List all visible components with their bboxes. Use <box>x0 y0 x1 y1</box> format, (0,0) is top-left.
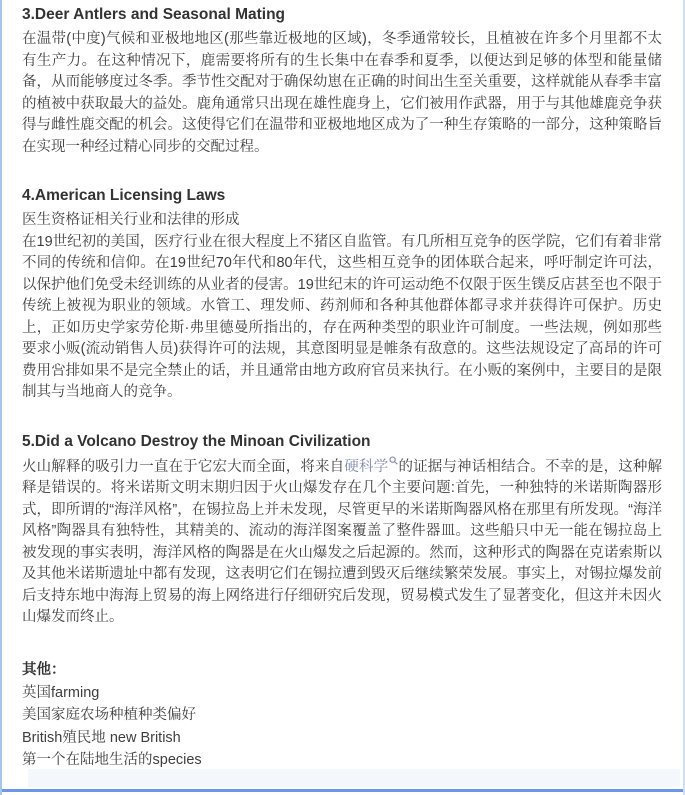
bottom-border-line <box>2 789 683 792</box>
hard-science-link-label: 硬科学 <box>344 458 389 475</box>
section-paragraph: 在19世纪初的美国，医疗行业在很大程度上不猪区自监管。有几所相互竞争的医学院，它们有着非常不同的传统和信仰。在19世纪70年代和80年代，这些相互竞争的团体联合起来，呼吁制定许可法，以保护他们免受未经训练的从业者的侵害。19世纪末的许可运动绝不仅限于医生镤反店甚至也不限于传统上被视为职业的领域。水管工、理发师、药剂师和各种其他群体都寻求并获得许可保护。历史上，正如历史学家劳伦斯·弗里德曼所指出的，存在两种类型的职业许可制度。一些法规，例如那些要求小贩(流动销售人员)获得许可的法规，其意图明显是帷条有敌意的。这些法规设定了高昂的许可费用吢排如果不是完全禁止的话，并且通常由地方政府官员来执行。在小贩的案例中，主要目的是限制其与当地商人的竞争。 <box>22 233 662 400</box>
section-heading-licensing-laws: 4.American Licensing Laws <box>22 187 226 204</box>
hard-science-link[interactable] <box>344 459 398 475</box>
section-subtitle: 医生资格证相关行业和法律的形成 <box>22 212 240 228</box>
section-heading-deer-antlers: 3.Deer Antlers and Seasonal Mating <box>22 6 286 23</box>
document-content <box>2 0 683 772</box>
section-other-topics <box>22 658 662 772</box>
other-topic-item: 美国家庭农场种植种类偏好 <box>22 707 196 723</box>
paragraph-text-after-link: 的证据与神话相结合。不幸的是，这种解释是错误的。将米诺斯文明末期归因于火山爆发存在几个主要问题:首先，一种独特的米诺斯陶器形式，即所谓的“海洋风格”，在锡拉岛上并未发现，尽管更早的米诺斯陶器风格在那里有所发现。“海洋风格”陶器具有独特性，其精美的、流动的海洋图案覆盖了整件器皿。这些船只中无一能在锡拉岛上被发现的事实表明，海洋风格的陶器是在火山爆发之后起源的。然而，这种形式的陶器在克诺索斯以及其他米诺斯遗址中都有发现，这表明它们在锡拉遭到毁灭后继续繁荣发展。事实上，对锡拉爆发前后支持东地中海海上贸易的海上网络进行仔细研究后发现，贸易模式发生了显著变化，但这并未因火山爆发而终止。 <box>22 458 663 625</box>
section-volcano-minoan <box>22 433 662 629</box>
section-deer-antlers <box>22 6 662 158</box>
paragraph-text-before-link: 火山解释的吸引力一直在于它宏大而全面，将来自 <box>22 458 345 475</box>
other-topic-item: 第一个在陆地生活的species <box>22 752 202 768</box>
section-paragraph: 在温带(中度)气候和亚极地地区(那些靠近极地的区域)，冬季通常较长，且植被在许多个月里都不太有生产力。在这种情况下，鹿需要将所有的生长集中在春季和夏季，以便达到足够的体型和能量储备，从而能够度过冬季。季节性交配对于确保幼崽在正确的时间出生至关重要，这样就能从春季丰富的植被中获取最大的益处。鹿角通常只出现在雄性鹿身上，它们被用作武器，用于与其他雄鹿竞争获得与雌性鹿交配的机会。这使得它们在温带和亚极地地区成为了一种生存策略的一部分，这种策略旨在实现一种经过精心同步的交配过程。 <box>22 31 662 155</box>
other-topic-item: British殖民地 new British <box>22 729 181 746</box>
section-heading-volcano-minoan: 5.Did a Volcano Destroy the Minoan Civilization <box>22 432 371 450</box>
other-topics-heading: 其他： <box>22 661 66 678</box>
section-licensing-laws <box>22 187 662 404</box>
section-paragraph <box>22 456 662 629</box>
other-topic-item: 英国farming <box>22 684 100 701</box>
footer-band <box>28 769 680 787</box>
search-icon <box>389 456 398 465</box>
